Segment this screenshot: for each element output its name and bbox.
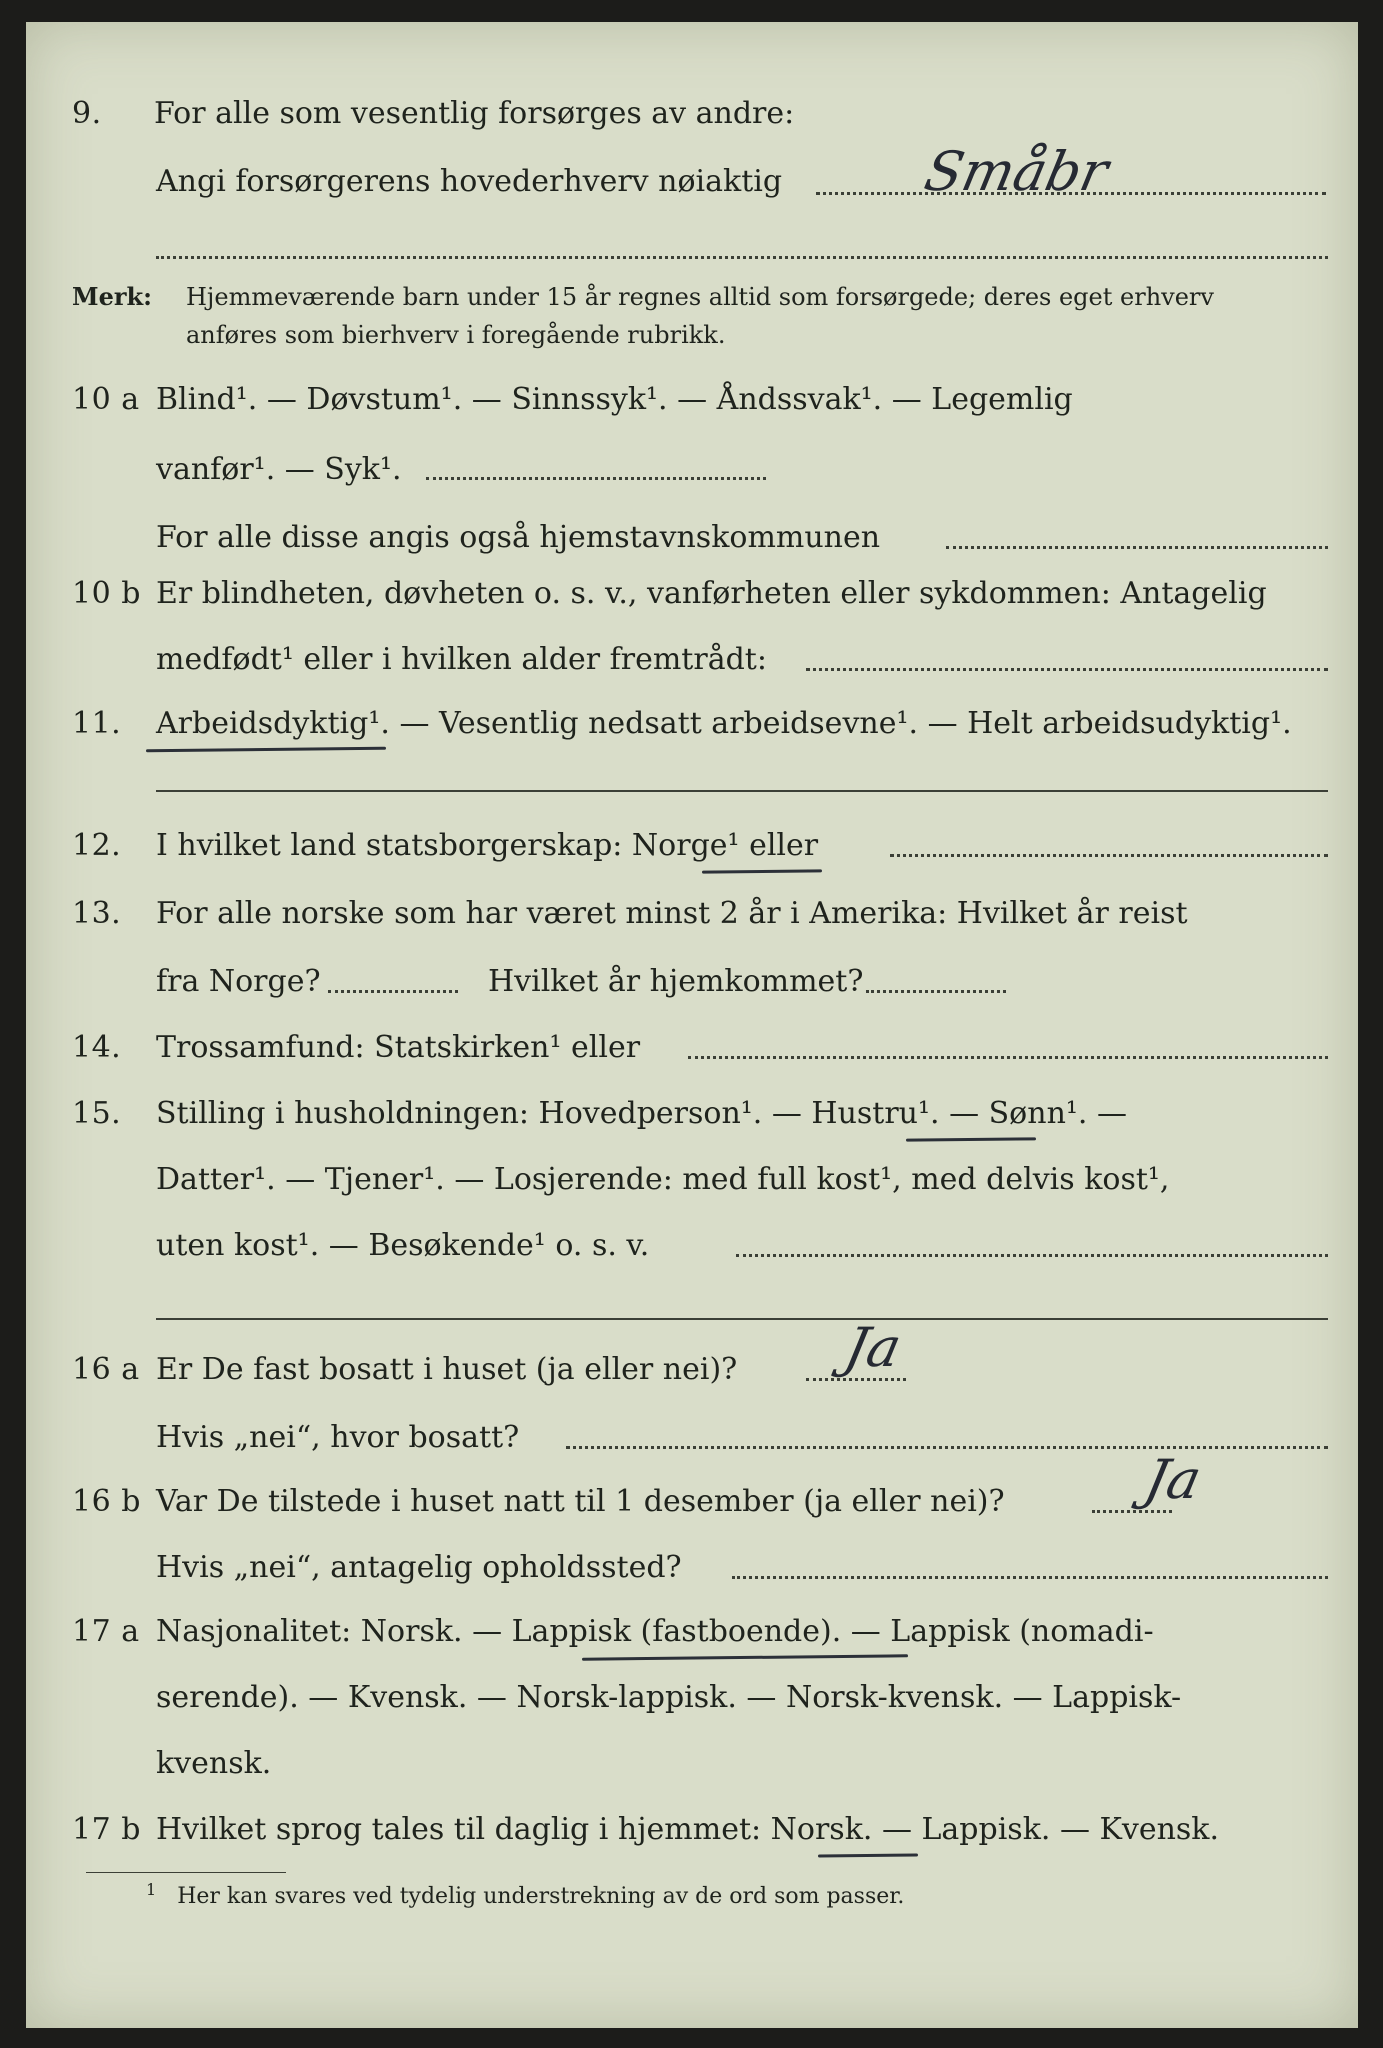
q13-line1: For alle norske som har været minst 2 år i Amerika: Hvilket år reist (156, 896, 1188, 931)
q15-extra-line (156, 1318, 1328, 1320)
q10b-number: 10 b (72, 576, 141, 611)
q16b-opholdssted-line (732, 1576, 1328, 1579)
footnote-mark: 1 (146, 1880, 157, 1899)
q10b-line1: Er blindheten, døvheten o. s. v., vanførheten eller sykdommen: Antagelig (156, 576, 1267, 611)
q16a-bosatt-line (566, 1446, 1328, 1449)
q12-line1: I hvilket land statsborgerskap: Norge¹ eller (156, 828, 819, 863)
merk-label: Merk: (72, 282, 152, 311)
q10a-hjemstavn-line (946, 546, 1328, 549)
q9-line1: For alle som vesentlig forsørges av andre: (154, 96, 795, 131)
q16b-handwritten-answer: Ja (1139, 1448, 1207, 1511)
q15-line1: Stilling i husholdningen: Hovedperson¹. — Hustru¹. — Sønn¹. — (156, 1096, 1127, 1131)
q10a-number: 10 a (72, 382, 140, 417)
q10a-line1: Blind¹. — Døvstum¹. — Sinnssyk¹. — Åndssvak¹. — Legemlig (156, 382, 1073, 417)
q17a-line1: Nasjonalitet: Norsk. — Lappisk (fastboende). — Lappisk (nomadi- (156, 1614, 1154, 1649)
merk-line1: Hjemmeværende barn under 15 år regnes alltid som forsørgede; deres eget erhverv (186, 283, 1214, 311)
q17b-line1: Hvilket sprog tales til daglig i hjemmet: Norsk. — Lappisk. — Kvensk. (156, 1812, 1220, 1847)
q10a-answer-line (426, 477, 766, 480)
q13-number: 13. (72, 896, 122, 931)
q17b-number: 17 b (72, 1812, 141, 1847)
q13-line2a: fra Norge? (156, 964, 321, 999)
q11-extra-line (156, 790, 1328, 792)
q17a-number: 17 a (72, 1614, 140, 1649)
q15-line3: uten kost¹. — Besøkende¹ o. s. v. (156, 1228, 650, 1263)
footnote (146, 1880, 904, 1909)
q17a-line2: serende). — Kvensk. — Norsk-lappisk. — Norsk-kvensk. — Lappisk- (156, 1680, 1182, 1715)
q14-number: 14. (72, 1030, 122, 1065)
q11-number: 11. (72, 706, 122, 741)
q15-underline-mark (906, 1137, 1036, 1141)
q15-number: 15. (72, 1096, 122, 1131)
q10a-line3: For alle disse angis også hjemstavnskommunen (156, 520, 881, 555)
q16b-number: 16 b (72, 1484, 141, 1519)
q13-hjemkommet-line (866, 990, 1006, 993)
q17b-underline-mark (818, 1853, 918, 1857)
q15-line2: Datter¹. — Tjener¹. — Losjerende: med full kost¹, med delvis kost¹, (156, 1162, 1170, 1197)
q10b-line2: medfødt¹ eller i hvilken alder fremtrådt: (156, 642, 767, 677)
q16a-number: 16 a (72, 1352, 140, 1387)
q16b-line2: Hvis „nei“, antagelig opholdssted? (156, 1550, 682, 1585)
q9-line2: Angi forsørgerens hovederhverv nøiaktig (156, 164, 783, 199)
q9-extra-line (156, 256, 1328, 259)
q16a-line1: Er De fast bosatt i huset (ja eller nei)? (156, 1352, 738, 1387)
q16a-handwritten-answer: Ja (839, 1316, 907, 1379)
q13-reist-line (328, 990, 458, 993)
footnote-text: Her kan svares ved tydelig understrekning av de ord som passer. (177, 1884, 905, 1910)
q16b-line1: Var De tilstede i huset natt til 1 desember (ja eller nei)? (156, 1484, 1005, 1519)
q12-number: 12. (72, 828, 122, 863)
census-form-page (26, 22, 1358, 2028)
q14-line1: Trossamfund: Statskirken¹ eller (156, 1030, 641, 1065)
q16a-line2: Hvis „nei“, hvor bosatt? (156, 1420, 520, 1455)
merk-note (72, 278, 152, 316)
q17a-line3: kvensk. (156, 1746, 272, 1781)
q14-answer-line (688, 1056, 1328, 1059)
q9-number: 9. (72, 96, 102, 131)
q10b-answer-line (806, 668, 1328, 671)
merk-line2: anføres som bierhverv i foregående rubrikk. (186, 321, 726, 349)
q10a-line2: vanfør¹. — Syk¹. (156, 452, 402, 487)
footnote-divider (86, 1872, 286, 1873)
q13-line2b: Hvilket år hjemkommet? (488, 964, 864, 999)
q11-line1: Arbeidsdyktig¹. — Vesentlig nedsatt arbeidsevne¹. — Helt arbeidsudyktig¹. (156, 706, 1292, 741)
q9-handwritten-answer: Småbr (919, 140, 1114, 203)
q12-underline-mark (702, 869, 822, 873)
q12-answer-line (890, 854, 1328, 857)
q15-answer-line (736, 1254, 1328, 1257)
